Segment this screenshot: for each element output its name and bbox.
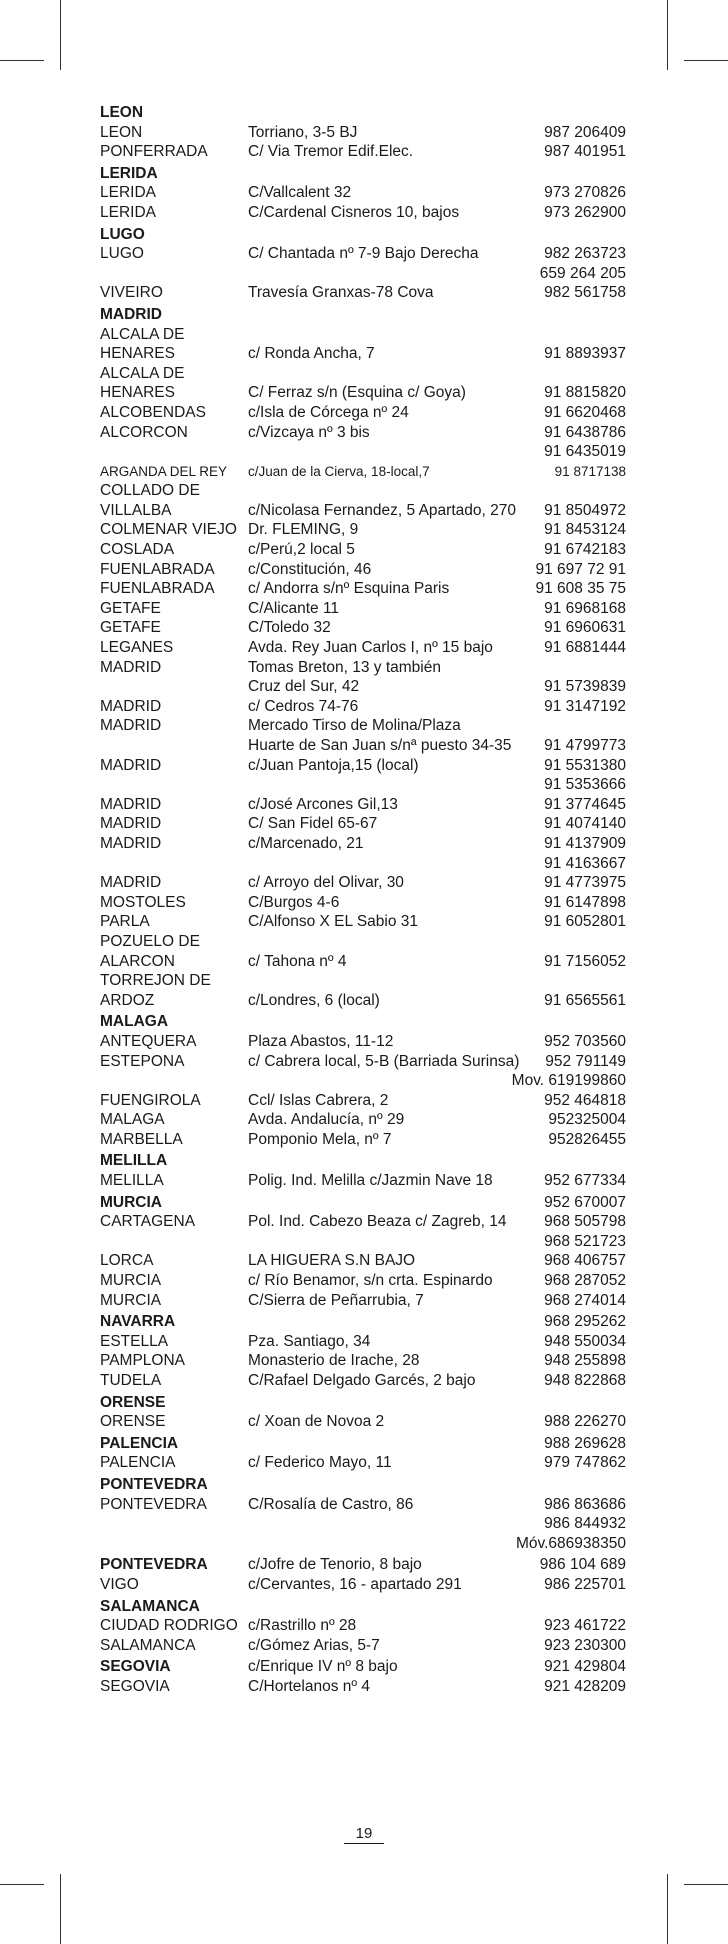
address-cell: Plaza Abastos, 11-12: [248, 1032, 394, 1050]
phone-cell: 91 4799773: [544, 737, 626, 754]
city-cell: ARDOZ: [100, 991, 155, 1009]
directory-row: [100, 1514, 640, 1534]
address-cell: c/Marcenado, 21: [248, 834, 364, 852]
directory-row: [100, 736, 640, 756]
region-header: [100, 164, 640, 184]
crop-mark-bottom-left-h: [0, 1884, 44, 1885]
address-cell: Avda. Rey Juan Carlos I, nº 15 bajo: [248, 639, 493, 657]
address-cell: c/Londres, 6 (local): [248, 991, 380, 1009]
city-cell: VIGO: [100, 1575, 139, 1593]
region-header: [100, 1151, 640, 1171]
phone-cell: 952 670007: [544, 1193, 626, 1211]
city-cell: LORCA: [100, 1252, 154, 1270]
directory-row: [100, 1071, 640, 1091]
directory-row: [100, 971, 640, 991]
directory-row: [100, 1677, 640, 1697]
address-cell: Dr. FLEMING, 9: [248, 521, 359, 539]
phone-cell: 948 822868: [544, 1372, 626, 1389]
phone-cell: 988 269628: [544, 1434, 626, 1452]
region-header: [100, 1434, 640, 1454]
directory-row: [100, 244, 640, 264]
crop-mark-top-right-h: [684, 60, 728, 61]
phone-cell: 968 521723: [544, 1232, 626, 1250]
directory-row: [100, 716, 640, 736]
directory-row: [100, 1212, 640, 1232]
directory-row: [100, 618, 640, 638]
page-number-text: 19: [344, 1825, 385, 1844]
directory-row: [100, 756, 640, 776]
address-cell: c/Vizcaya nº 3 bis: [248, 423, 370, 441]
phone-cell: 91 6968168: [544, 599, 626, 617]
city-cell: CIUDAD RODRIGO: [100, 1617, 238, 1635]
directory-row: [100, 142, 640, 162]
region-header: [100, 103, 640, 123]
address-cell: C/Vallcalent 32: [248, 184, 352, 202]
region-header: [100, 225, 640, 245]
directory-row: [100, 1453, 640, 1473]
phone-cell: 91 6147898: [544, 893, 626, 911]
city-cell: LERIDA: [100, 203, 156, 221]
directory-row: [100, 1636, 640, 1656]
address-cell: Tomas Breton, 13 y también: [248, 658, 441, 676]
city-cell: MADRID: [100, 697, 162, 715]
address-cell: c/ Cabrera local, 5-B (Barriada Surinsa): [248, 1052, 520, 1070]
city-cell: COLMENAR VIEJO: [100, 521, 237, 539]
city-cell: MURCIA: [100, 1291, 162, 1309]
directory-row: [100, 932, 640, 952]
address-cell: Torriano, 3-5 BJ: [248, 123, 358, 141]
city-cell: HENARES: [100, 384, 175, 402]
city-cell: SEGOVIA: [100, 1658, 171, 1676]
phone-cell: 921 428209: [544, 1677, 626, 1695]
address-cell: c/Rastrillo nº 28: [248, 1617, 357, 1635]
directory-row: [100, 814, 640, 834]
phone-cell: 91 4137909: [544, 834, 626, 852]
address-cell: Pol. Ind. Cabezo Beaza c/ Zagreb, 14: [248, 1213, 507, 1231]
city-cell: ESTELLA: [100, 1332, 169, 1350]
phone-cell: 91 6438786: [544, 423, 626, 441]
directory-row: [100, 540, 640, 560]
phone-cell: 952826455: [548, 1130, 626, 1148]
address-cell: c/ Ronda Ancha, 7: [248, 345, 375, 363]
phone-cell: 986 104 689: [539, 1556, 626, 1574]
address-cell: C/ San Fidel 65-67: [248, 815, 378, 833]
city-cell: MARBELLA: [100, 1130, 183, 1148]
address-cell: C/Rosalía de Castro, 86: [248, 1495, 414, 1513]
city-cell: LERIDA: [100, 164, 158, 182]
city-cell: PONTEVEDRA: [100, 1556, 208, 1574]
directory-row: [100, 991, 640, 1011]
city-cell: MADRID: [100, 658, 162, 676]
address-cell: C/ Via Tremor Edif.Elec.: [248, 143, 414, 161]
directory-row: [100, 1052, 640, 1072]
phone-cell: 91 8453124: [544, 521, 626, 539]
city-cell: ALARCON: [100, 952, 175, 970]
phone-cell: Mov. 619199860: [511, 1072, 626, 1090]
address-cell: C/Hortelanos nº 4: [248, 1677, 370, 1695]
address-cell: Pomponio Mela, nº 7: [248, 1130, 392, 1148]
phone-cell: 988 226270: [544, 1413, 626, 1431]
directory-row: [100, 579, 640, 599]
region-header: [100, 1597, 640, 1617]
directory-row: [100, 1130, 640, 1150]
address-cell: c/ Federico Mayo, 11: [248, 1454, 392, 1472]
address-cell: c/ Río Benamor, s/n crta. Espinardo: [248, 1272, 493, 1290]
phone-cell: 91 6565561: [544, 991, 626, 1009]
phone-cell: 91 4074140: [544, 815, 626, 833]
phone-cell: 968 295262: [544, 1313, 626, 1331]
city-cell: SALAMANCA: [100, 1636, 196, 1654]
city-cell: FUENLABRADA: [100, 560, 215, 578]
address-cell: c/ Xoan de Novoa 2: [248, 1413, 385, 1431]
address-cell: C/ Ferraz s/n (Esquina c/ Goya): [248, 384, 466, 402]
city-cell: CARTAGENA: [100, 1213, 196, 1231]
directory-row: [100, 1332, 640, 1352]
directory-row: [100, 344, 640, 364]
address-cell: Cruz del Sur, 42: [248, 678, 360, 696]
phone-cell: 968 274014: [544, 1291, 626, 1309]
city-cell: FUENLABRADA: [100, 580, 215, 598]
phone-cell: 986 844932: [544, 1515, 626, 1533]
phone-cell: 91 7156052: [544, 952, 626, 970]
phone-cell: 91 5353666: [544, 776, 626, 794]
city-cell: HENARES: [100, 345, 175, 363]
phone-cell: 91 6620468: [544, 403, 626, 421]
region-header: [100, 1555, 640, 1575]
address-cell: Avda. Andalucía, nº 29: [248, 1111, 405, 1129]
city-cell: GETAFE: [100, 619, 161, 637]
address-cell: c/Cervantes, 16 - apartado 291: [248, 1575, 462, 1593]
city-cell: MADRID: [100, 834, 162, 852]
region-header: [100, 1657, 640, 1677]
address-cell: c/Nicolasa Fernandez, 5 Apartado, 270: [248, 501, 516, 519]
city-cell: MURCIA: [100, 1193, 162, 1211]
city-cell: PALENCIA: [100, 1454, 176, 1472]
directory-row: [100, 442, 640, 462]
city-cell: LEON: [100, 104, 144, 121]
city-cell: LEGANES: [100, 639, 174, 657]
directory-row: [100, 325, 640, 345]
directory-row: [100, 1495, 640, 1515]
crop-mark-bottom-right-h: [684, 1884, 728, 1885]
address-cell: C/Rafael Delgado Garcés, 2 bajo: [248, 1372, 476, 1389]
directory-row: [100, 183, 640, 203]
phone-cell: 968 287052: [544, 1272, 626, 1290]
city-cell: COSLADA: [100, 541, 175, 559]
city-cell: MADRID: [100, 717, 162, 735]
city-cell: LUGO: [100, 245, 144, 263]
directory-row: [100, 203, 640, 223]
address-cell: C/Burgos 4-6: [248, 893, 340, 911]
city-cell: ORENSE: [100, 1413, 166, 1431]
phone-cell: 91 8893937: [544, 345, 626, 363]
address-cell: Monasterio de Irache, 28: [248, 1352, 420, 1370]
crop-mark-bottom-right: [667, 1874, 668, 1944]
address-cell: c/Constitución, 46: [248, 560, 372, 578]
city-cell: ESTEPONA: [100, 1052, 185, 1070]
directory-row: [100, 283, 640, 303]
phone-cell: 91 5531380: [544, 756, 626, 774]
directory-row: [100, 1232, 640, 1252]
phone-cell: 952 703560: [544, 1032, 626, 1050]
directory-row: [100, 795, 640, 815]
phone-cell: 91 8717138: [554, 463, 626, 479]
address-cell: c/Gómez Arias, 5-7: [248, 1636, 380, 1654]
directory-row: [100, 893, 640, 913]
directory-row: [100, 638, 640, 658]
city-cell: ORENSE: [100, 1393, 166, 1411]
address-cell: C/Cardenal Cisneros 10, bajos: [248, 203, 460, 221]
directory-row: [100, 481, 640, 501]
crop-mark-top-left: [60, 0, 61, 70]
address-cell: C/Alicante 11: [248, 599, 340, 617]
page-number: [0, 1825, 728, 1842]
address-cell: Ccl/ Islas Cabrera, 2: [248, 1091, 389, 1109]
phone-cell: 982 263723: [544, 245, 626, 263]
phone-cell: 91 6881444: [544, 639, 626, 657]
phone-cell: 968 505798: [544, 1213, 626, 1231]
directory-row: [100, 560, 640, 580]
directory-row: [100, 697, 640, 717]
directory-row: [100, 1534, 640, 1554]
dealer-directory: [100, 101, 640, 1697]
city-cell: ALCORCON: [100, 423, 188, 441]
phone-cell: 923 461722: [544, 1617, 626, 1635]
crop-mark-top-left-h: [0, 60, 44, 61]
directory-row: [100, 775, 640, 795]
directory-row: [100, 1616, 640, 1636]
region-header: [100, 1012, 640, 1032]
address-cell: Travesía Granxas-78 Cova: [248, 284, 434, 302]
city-cell: PONTEVEDRA: [100, 1495, 207, 1513]
phone-cell: 91 6052801: [544, 913, 626, 931]
directory-row: [100, 383, 640, 403]
city-cell: LERIDA: [100, 184, 156, 202]
city-cell: TUDELA: [100, 1372, 162, 1389]
address-cell: LA HIGUERA S.N BAJO: [248, 1252, 416, 1270]
city-cell: MADRID: [100, 874, 162, 892]
phone-cell: 659 264 205: [539, 264, 626, 282]
region-header: [100, 1193, 640, 1213]
phone-cell: 91 4773975: [544, 874, 626, 892]
address-cell: C/Alfonso X EL Sabio 31: [248, 913, 419, 931]
crop-mark-top-right: [667, 0, 668, 70]
directory-row: [100, 364, 640, 384]
phone-cell: 91 3774645: [544, 795, 626, 813]
directory-row: [100, 462, 640, 482]
phone-cell: 986 863686: [544, 1495, 626, 1513]
directory-row: [100, 423, 640, 443]
address-cell: Pza. Santiago, 34: [248, 1332, 371, 1350]
phone-cell: 91 697 72 91: [535, 560, 626, 578]
phone-cell: 91 3147192: [544, 697, 626, 715]
city-cell: MALAGA: [100, 1013, 169, 1031]
city-cell: MADRID: [100, 756, 162, 774]
directory-row: [100, 912, 640, 932]
city-cell: PARLA: [100, 913, 150, 931]
phone-cell: 91 608 35 75: [535, 580, 626, 598]
directory-row: [100, 1412, 640, 1432]
directory-row: [100, 264, 640, 284]
address-cell: Polig. Ind. Melilla c/Jazmin Nave 18: [248, 1172, 493, 1190]
phone-cell: 952 791149: [545, 1052, 626, 1070]
directory-row: [100, 1575, 640, 1595]
city-cell: MALAGA: [100, 1111, 165, 1129]
city-cell: COLLADO DE: [100, 482, 200, 500]
phone-cell: Móv.686938350: [515, 1534, 626, 1552]
city-cell: GETAFE: [100, 599, 161, 617]
directory-row: [100, 834, 640, 854]
city-cell: TORREJON DE: [100, 972, 211, 990]
address-cell: c/ Arroyo del Olivar, 30: [248, 874, 404, 892]
address-cell: c/ Andorra s/nº Esquina Paris: [248, 580, 450, 598]
city-cell: PALENCIA: [100, 1434, 179, 1452]
city-cell: ALCALA DE: [100, 364, 185, 382]
region-header: [100, 1475, 640, 1495]
city-cell: PONTEVEDRA: [100, 1475, 208, 1493]
city-cell: SALAMANCA: [100, 1597, 200, 1615]
city-cell: LEON: [100, 123, 143, 141]
phone-cell: 921 429804: [544, 1658, 626, 1676]
directory-row: [100, 1251, 640, 1271]
phone-cell: 91 8815820: [544, 384, 626, 402]
region-header: [100, 1312, 640, 1332]
directory-row: [100, 520, 640, 540]
region-header: [100, 305, 640, 325]
directory-row: [100, 1351, 640, 1371]
phone-cell: 973 270826: [544, 184, 626, 202]
address-cell: c/Enrique IV nº 8 bajo: [248, 1658, 398, 1676]
phone-cell: 987 401951: [544, 143, 626, 161]
directory-row: [100, 952, 640, 972]
directory-row: [100, 854, 640, 874]
city-cell: PAMPLONA: [100, 1352, 185, 1370]
phone-cell: 91 5739839: [544, 678, 626, 696]
city-cell: SEGOVIA: [100, 1677, 170, 1695]
phone-cell: 982 561758: [544, 284, 626, 302]
phone-cell: 91 4163667: [544, 854, 626, 872]
directory-row: [100, 1291, 640, 1311]
phone-cell: 948 255898: [544, 1352, 626, 1370]
directory-row: [100, 123, 640, 143]
address-cell: c/Perú,2 local 5: [248, 541, 355, 559]
phone-cell: 952 677334: [544, 1172, 626, 1190]
phone-cell: 979 747862: [544, 1454, 626, 1472]
phone-cell: 91 6435019: [544, 443, 626, 461]
city-cell: NAVARRA: [100, 1313, 176, 1331]
directory-row: [100, 1371, 640, 1391]
phone-cell: 923 230300: [544, 1636, 626, 1654]
address-cell: Huarte de San Juan s/nª puesto 34-35: [248, 737, 512, 754]
city-cell: ALCALA DE: [100, 325, 185, 343]
phone-cell: 91 8504972: [544, 501, 626, 519]
city-cell: FUENGIROLA: [100, 1091, 201, 1109]
directory-row: [100, 1091, 640, 1111]
directory-row: [100, 658, 640, 678]
city-cell: MADRID: [100, 305, 162, 323]
address-cell: c/ Cedros 74-76: [248, 697, 359, 715]
city-cell: MELILLA: [100, 1172, 164, 1190]
phone-cell: 91 6742183: [544, 541, 626, 559]
phone-cell: 973 262900: [544, 203, 626, 221]
city-cell: MURCIA: [100, 1272, 162, 1290]
city-cell: VIVEIRO: [100, 284, 163, 302]
directory-row: [100, 1110, 640, 1130]
address-cell: C/Toledo 32: [248, 619, 331, 637]
city-cell: POZUELO DE: [100, 932, 200, 950]
address-cell: C/ Chantada nº 7-9 Bajo Derecha: [248, 245, 479, 263]
address-cell: c/Juan Pantoja,15 (local): [248, 756, 419, 774]
address-cell: C/Sierra de Peñarrubia, 7: [248, 1291, 424, 1309]
address-cell: c/Juan de la Cierva, 18-local,7: [248, 463, 430, 479]
directory-row: [100, 403, 640, 423]
region-header: [100, 1393, 640, 1413]
address-cell: c/ Tahona nº 4: [248, 952, 347, 970]
city-cell: VILLALBA: [100, 501, 172, 519]
city-cell: MOSTOLES: [100, 893, 186, 911]
phone-cell: 952325004: [548, 1111, 626, 1129]
address-cell: c/José Arcones Gil,13: [248, 795, 398, 813]
phone-cell: 987 206409: [544, 123, 626, 141]
directory-row: [100, 1271, 640, 1291]
city-cell: LUGO: [100, 225, 145, 243]
city-cell: MELILLA: [100, 1152, 168, 1170]
directory-row: [100, 599, 640, 619]
city-cell: MADRID: [100, 795, 162, 813]
directory-row: [100, 873, 640, 893]
city-cell: ANTEQUERA: [100, 1032, 197, 1050]
directory-row: [100, 677, 640, 697]
address-cell: c/Jofre de Tenorio, 8 bajo: [248, 1556, 422, 1574]
directory-row: [100, 501, 640, 521]
address-cell: Mercado Tirso de Molina/Plaza: [248, 717, 461, 735]
address-cell: c/Isla de Córcega nº 24: [248, 403, 409, 421]
phone-cell: 948 550034: [544, 1332, 626, 1350]
city-cell: PONFERRADA: [100, 143, 208, 161]
city-cell: ALCOBENDAS: [100, 403, 206, 421]
phone-cell: 968 406757: [544, 1252, 626, 1270]
directory-row: [100, 1171, 640, 1191]
phone-cell: 91 6960631: [544, 619, 626, 637]
city-cell: MADRID: [100, 815, 162, 833]
crop-mark-bottom-left: [60, 1874, 61, 1944]
directory-row: [100, 1032, 640, 1052]
phone-cell: 986 225701: [544, 1575, 626, 1593]
city-cell: ARGANDA DEL REY: [100, 463, 228, 479]
phone-cell: 952 464818: [544, 1091, 626, 1109]
